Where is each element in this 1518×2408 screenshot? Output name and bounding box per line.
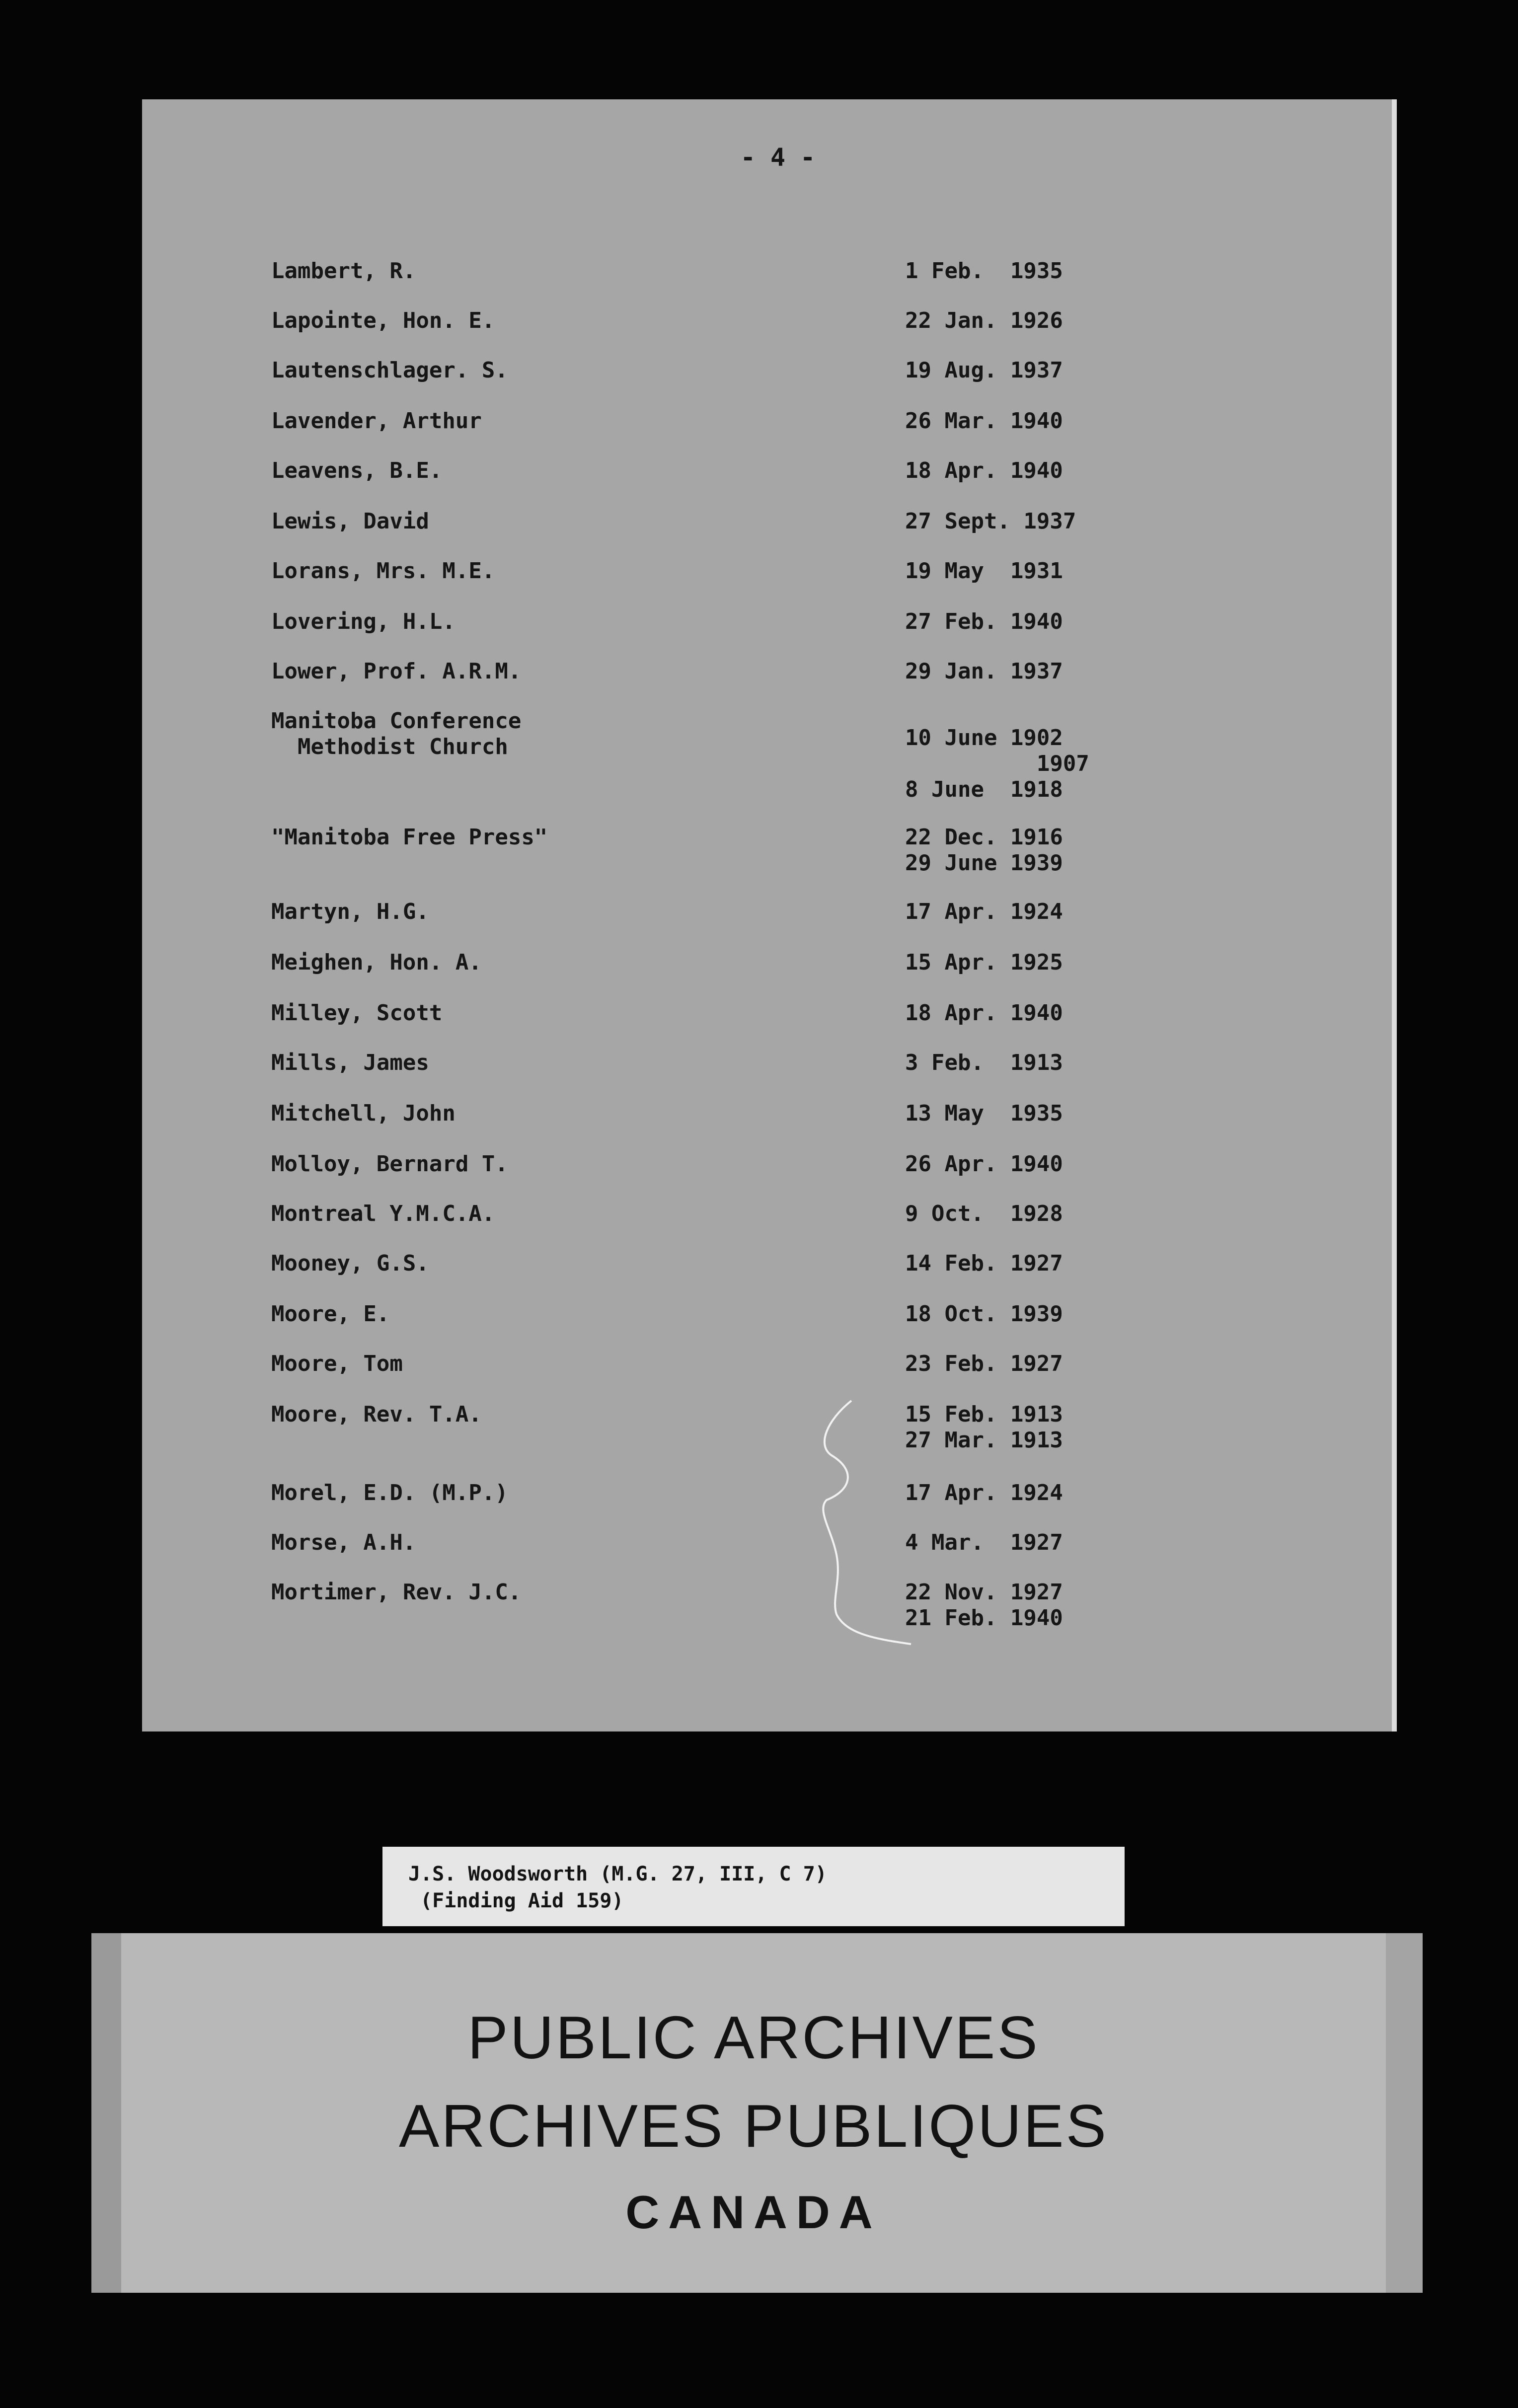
entry-date: 13 May 1935 (905, 1101, 1063, 1126)
entry-dates (905, 308, 1063, 334)
entry-date: 15 Apr. 1925 (905, 950, 1063, 975)
entry-date: 1907 (905, 751, 1089, 776)
entry-name: Lavender, Arthur (271, 408, 482, 434)
entry-date: 22 Jan. 1926 (905, 308, 1063, 333)
entry-name: Mortimer, Rev. J.C. (271, 1580, 522, 1605)
entry-date: 29 June 1939 (905, 850, 1063, 876)
entry-dates (905, 1101, 1063, 1127)
entry-dates (905, 659, 1063, 684)
entry-dates (905, 1000, 1063, 1026)
entry-name: Martyn, H.G. (271, 899, 429, 924)
entry-date: 17 Apr. 1924 (905, 899, 1063, 924)
slip-line-2: (Finding Aid 159) (408, 1889, 624, 1912)
entry-date: 18 Apr. 1940 (905, 1000, 1063, 1026)
entry-name: Moore, Rev. T.A. (271, 1402, 482, 1427)
entry-name: Lewis, David (271, 509, 429, 534)
entry-date: 22 Nov. 1927 (905, 1580, 1063, 1605)
entry-name: Milley, Scott (271, 1000, 443, 1026)
entry-name: Lorans, Mrs. M.E. (271, 558, 495, 584)
entry-dates (905, 1402, 1063, 1453)
entry-date: 26 Mar. 1940 (905, 408, 1063, 434)
entry-dates (905, 1151, 1063, 1177)
entry-dates (905, 950, 1063, 976)
entry-date: 4 Mar. 1927 (905, 1530, 1063, 1555)
entry-name: Mooney, G.S. (271, 1251, 429, 1276)
entry-dates (905, 358, 1063, 383)
entry-dates (905, 1480, 1063, 1506)
archives-line-2: ARCHIVES PUBLIQUES (399, 2092, 1108, 2160)
entry-name: "Manitoba Free Press" (271, 825, 548, 850)
entry-dates (905, 1351, 1063, 1377)
entry-date: 15 Feb. 1913 (905, 1402, 1063, 1427)
entry-dates (905, 509, 1076, 534)
entry-date: 19 May 1931 (905, 558, 1063, 584)
pen-mark (797, 1391, 921, 1649)
entry-date: 1 Feb. 1935 (905, 258, 1063, 284)
entry-date: 10 June 1902 (905, 725, 1063, 751)
page-number: - 4 - (740, 143, 816, 172)
entry-dates (905, 609, 1063, 635)
entry-dates (905, 558, 1063, 584)
entry-name: Moore, Tom (271, 1351, 403, 1376)
entry-dates (905, 258, 1063, 284)
entry-date: 23 Feb. 1927 (905, 1351, 1063, 1376)
entry-date: 21 Feb. 1940 (905, 1605, 1063, 1631)
collection-slip (382, 1847, 1125, 1926)
entry-dates (905, 458, 1063, 484)
entry-date: 29 Jan. 1937 (905, 659, 1063, 684)
entry-name: Mills, James (271, 1050, 429, 1075)
entry-name: Morel, E.D. (M.P.) (271, 1480, 508, 1505)
entry-name: Molloy, Bernard T. (271, 1151, 508, 1177)
entry-dates (905, 408, 1063, 434)
entry-date: 3 Feb. 1913 (905, 1050, 1063, 1075)
entry-dates (905, 1580, 1063, 1631)
entry-name: Lower, Prof. A.R.M. (271, 659, 522, 684)
entry-name: Meighen, Hon. A. (271, 950, 482, 975)
entry-date: 14 Feb. 1927 (905, 1251, 1063, 1276)
entry-name: Manitoba Conference Methodist Church (271, 708, 522, 759)
entry-name: Montreal Y.M.C.A. (271, 1201, 495, 1226)
entry-name: Mitchell, John (271, 1101, 455, 1126)
entry-date: 9 Oct. 1928 (905, 1201, 1063, 1226)
entry-name: Moore, E. (271, 1301, 390, 1327)
archives-line-3: CANADA (625, 2186, 882, 2238)
entry-dates (905, 1201, 1063, 1227)
entry-date: 18 Oct. 1939 (905, 1301, 1063, 1327)
entry-date: 18 Apr. 1940 (905, 458, 1063, 483)
entry-dates (905, 1251, 1063, 1277)
archives-line-1: PUBLIC ARCHIVES (467, 2004, 1040, 2071)
entry-date: 27 Mar. 1913 (905, 1428, 1063, 1453)
entry-date: 17 Apr. 1924 (905, 1480, 1063, 1505)
slip-line-1: J.S. Woodsworth (M.G. 27, III, C 7) (408, 1863, 827, 1885)
archives-card (91, 1933, 1423, 2293)
document-page (142, 99, 1397, 1731)
entry-date: 27 Feb. 1940 (905, 609, 1063, 634)
entry-date: 26 Apr. 1940 (905, 1151, 1063, 1177)
entry-name: Morse, A.H. (271, 1530, 416, 1555)
entry-dates (905, 825, 1063, 876)
entry-dates (905, 725, 1089, 803)
entry-name: Lovering, H.L. (271, 609, 455, 634)
entry-name: Leavens, B.E. (271, 458, 443, 483)
entry-dates (905, 1050, 1063, 1076)
entry-dates (905, 1530, 1063, 1556)
entry-name: Lautenschlager. S. (271, 358, 508, 383)
entry-name: Lambert, R. (271, 258, 416, 284)
entry-name: Lapointe, Hon. E. (271, 308, 495, 333)
entry-date: 22 Dec. 1916 (905, 825, 1063, 850)
entry-date: 19 Aug. 1937 (905, 358, 1063, 383)
entry-date: 27 Sept. 1937 (905, 509, 1076, 534)
entry-dates (905, 899, 1063, 925)
entry-dates (905, 1301, 1063, 1327)
entry-date: 8 June 1918 (905, 777, 1063, 802)
